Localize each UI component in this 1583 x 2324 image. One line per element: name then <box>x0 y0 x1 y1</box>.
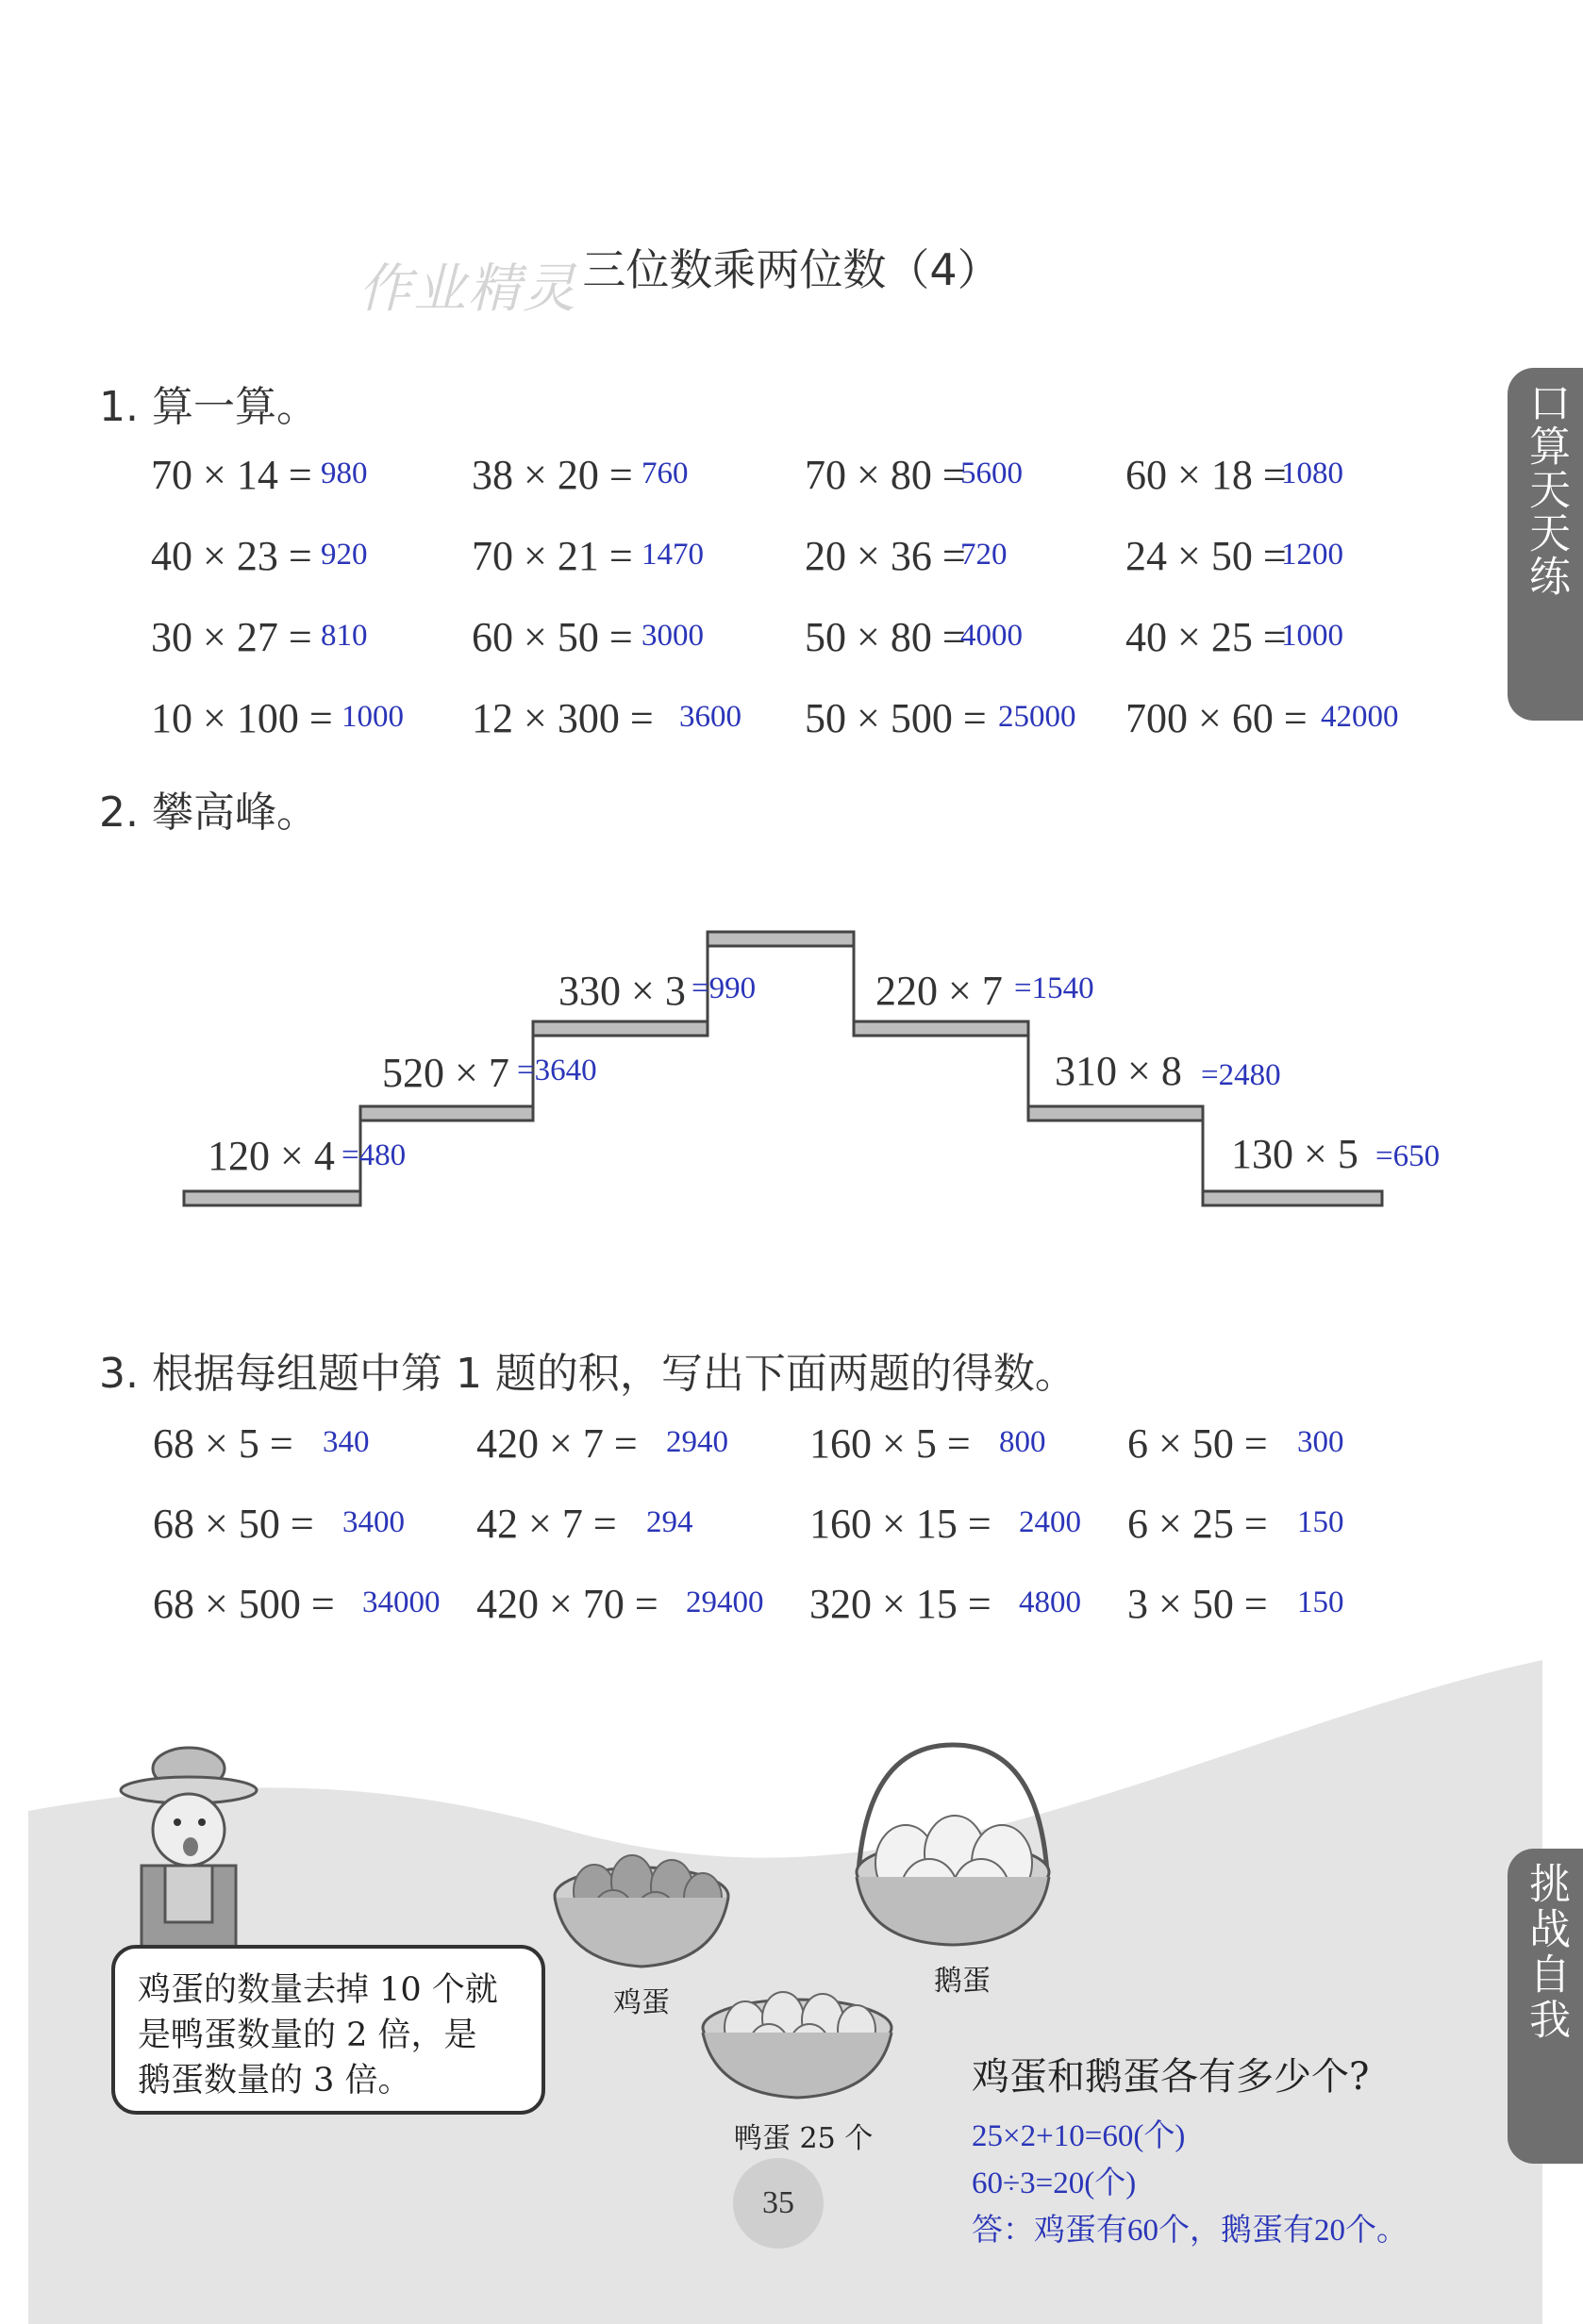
step-answer: =2480 <box>1201 1058 1281 1092</box>
solution-line-1: 25×2+10=60(个) <box>972 2119 1186 2153</box>
s1-question: 70 × 21 = <box>472 533 633 579</box>
s1-question: 40 × 23 = <box>151 533 312 579</box>
s1-question: 60 × 18 = <box>1125 452 1287 498</box>
step-question: 520 × 7 <box>382 1050 509 1096</box>
s1-question: 70 × 80 = <box>805 452 966 498</box>
s1-answer: 25000 <box>998 700 1076 734</box>
s1-answer: 720 <box>960 538 1008 572</box>
s1-question: 60 × 50 = <box>472 614 633 660</box>
s3-question: 6 × 25 = <box>1127 1501 1268 1547</box>
s1-question: 20 × 36 = <box>805 533 966 579</box>
s3-question: 68 × 5 = <box>153 1420 293 1467</box>
page-number: 35 <box>733 2158 824 2249</box>
s3-answer: 3400 <box>342 1505 405 1539</box>
s1-question: 12 × 300 = <box>472 695 654 741</box>
s1-answer: 1080 <box>1281 456 1343 490</box>
s1-answer: 980 <box>321 456 368 490</box>
s3-answer: 4800 <box>1019 1585 1081 1619</box>
s3-answer: 340 <box>323 1425 370 1459</box>
s1-answer: 920 <box>321 538 368 572</box>
step-question: 220 × 7 <box>875 968 1003 1014</box>
section3-heading: 3. 根据每组题中第 1 题的积，写出下面两题的得数。 <box>99 1350 1076 1398</box>
s1-question: 30 × 27 = <box>151 614 312 660</box>
s1-answer: 1200 <box>1281 538 1343 572</box>
bubble-line-1: 鸡蛋的数量去掉 10 个就 <box>138 1971 498 2009</box>
s1-question: 24 × 50 = <box>1125 533 1287 579</box>
s3-answer: 800 <box>999 1425 1046 1459</box>
s1-question: 10 × 100 = <box>151 695 333 741</box>
chicken-egg-basket <box>555 1855 728 1967</box>
s3-question: 160 × 5 = <box>809 1420 971 1467</box>
page-title: 三位数乘两位数（4） <box>582 244 1001 295</box>
s3-answer: 29400 <box>686 1585 764 1619</box>
s1-question: 38 × 20 = <box>472 452 633 498</box>
s3-answer: 294 <box>646 1505 693 1539</box>
s1-answer: 1000 <box>342 700 404 734</box>
s3-question: 420 × 7 = <box>476 1420 638 1467</box>
step-question: 330 × 3 <box>558 968 686 1014</box>
s3-answer: 300 <box>1297 1425 1344 1459</box>
s1-answer: 4000 <box>960 619 1023 653</box>
bubble-line-3: 鹅蛋数量的 3 倍。 <box>138 2062 411 2100</box>
chicken-egg-label: 鸡蛋 <box>613 1986 670 2019</box>
s3-answer: 150 <box>1297 1505 1344 1539</box>
s1-answer: 1470 <box>642 538 704 572</box>
s3-answer: 2940 <box>666 1425 728 1459</box>
step-answer: =480 <box>342 1138 407 1172</box>
step-answer: =990 <box>692 971 757 1005</box>
s3-answer: 34000 <box>362 1585 441 1619</box>
duck-egg-label: 鸭蛋 25 个 <box>734 2122 874 2155</box>
s3-question: 320 × 15 = <box>809 1581 991 1627</box>
s1-answer: 3000 <box>642 619 704 653</box>
s3-question: 420 × 70 = <box>476 1581 658 1627</box>
step-answer: =1540 <box>1014 971 1094 1005</box>
s3-answer: 150 <box>1297 1585 1344 1619</box>
s1-question: 50 × 500 = <box>805 695 987 741</box>
s3-question: 6 × 50 = <box>1127 1420 1268 1467</box>
section2-heading: 2. 攀高峰。 <box>99 788 318 837</box>
step-question: 310 × 8 <box>1055 1048 1182 1094</box>
s1-answer: 3600 <box>679 700 742 734</box>
s3-question: 42 × 7 = <box>476 1501 617 1547</box>
step-answer: =650 <box>1375 1139 1441 1173</box>
challenge-tab-label: 挑战自我 <box>1522 1862 1570 2043</box>
s3-question: 3 × 50 = <box>1127 1581 1268 1627</box>
duck-egg-basket <box>703 1992 891 2098</box>
s1-answer: 760 <box>642 456 689 490</box>
s3-question: 160 × 15 = <box>809 1501 991 1547</box>
s3-answer: 2400 <box>1019 1505 1081 1539</box>
section1-heading: 1. 算一算。 <box>99 383 318 431</box>
goose-egg-basket <box>857 1745 1049 1945</box>
step-answer: =3640 <box>517 1054 597 1087</box>
s1-question: 40 × 25 = <box>1125 614 1287 660</box>
s3-question: 68 × 500 = <box>153 1581 335 1627</box>
s1-question: 700 × 60 = <box>1125 695 1308 741</box>
s1-answer: 42000 <box>1321 700 1399 734</box>
solution-answer: 答：鸡蛋有60个，鹅蛋有20个。 <box>972 2214 1408 2248</box>
s1-question: 70 × 14 = <box>151 452 312 498</box>
challenge-question: 鸡蛋和鹅蛋各有多少个? <box>972 2055 1370 2099</box>
watermark: 作业精灵 <box>358 258 577 320</box>
s1-answer: 1000 <box>1281 619 1343 653</box>
s3-question: 68 × 50 = <box>153 1501 314 1547</box>
daily-practice-tab-label: 口算天天练 <box>1522 381 1570 598</box>
goose-egg-label: 鹅蛋 <box>934 1965 991 1998</box>
step-question: 130 × 5 <box>1231 1131 1358 1177</box>
solution-line-2: 60÷3=20(个) <box>972 2166 1137 2200</box>
s1-answer: 5600 <box>960 456 1023 490</box>
s1-answer: 810 <box>321 619 368 653</box>
bubble-line-2: 是鸭蛋数量的 2 倍，是 <box>138 2017 477 2054</box>
step-question: 120 × 4 <box>208 1133 335 1179</box>
s1-question: 50 × 80 = <box>805 614 966 660</box>
